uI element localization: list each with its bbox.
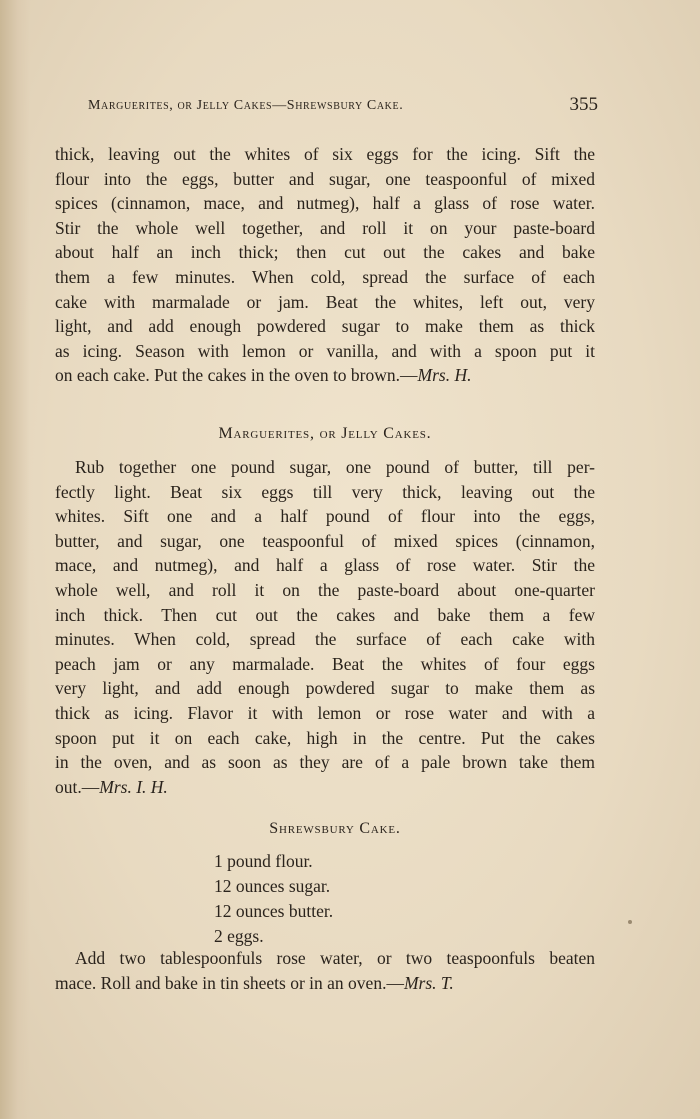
paper-speck bbox=[628, 920, 632, 924]
recipe-heading-shrewsbury: Shrewsbury Cake. bbox=[269, 820, 401, 837]
text-line: cake with marmalade or jam. Beat the whites, left out, very bbox=[55, 291, 595, 312]
text-line: thick, leaving out the whites of six eggs for the icing. Sift the bbox=[55, 144, 595, 164]
text-line: peach jam or any marmalade. Beat the whites of four eggs bbox=[55, 653, 595, 674]
paragraph-marguerites bbox=[55, 455, 595, 799]
ingredient-item: 1 pound flour. bbox=[214, 851, 313, 871]
ingredient-item: 12 ounces butter. bbox=[214, 901, 334, 921]
text-line: out.—Mrs. I. H. bbox=[55, 776, 168, 797]
text-line: mace. Roll and bake in tin sheets or in an oven.—Mrs. T. bbox=[55, 972, 454, 993]
text-line: light, and add enough powdered sugar to make them as thick bbox=[55, 316, 595, 337]
text-line: as icing. Season with lemon or vanilla, and with a spoon put it bbox=[55, 340, 595, 361]
text-line: in the oven, and as soon as they are of a pale brown take them bbox=[55, 752, 595, 773]
text-line: inch thick. Then cut out the cakes and bake them a few bbox=[55, 604, 595, 625]
paragraph-shrewsbury bbox=[55, 946, 595, 995]
text-line: on each cake. Put the cakes in the oven to brown.—Mrs. H. bbox=[55, 365, 472, 386]
ingredient-item: 2 eggs. bbox=[214, 926, 264, 946]
page-gutter-shadow bbox=[0, 0, 30, 1119]
running-header bbox=[88, 94, 598, 115]
page-number: 355 bbox=[569, 94, 598, 115]
text-line: mace, and nutmeg), and half a glass of rose water. Stir the bbox=[55, 555, 595, 576]
text-line: butter, and sugar, one teaspoonful of mixed spices (cinnamon, bbox=[55, 530, 595, 551]
text-line: very light, and add enough powdered sugar to make them as bbox=[55, 678, 595, 699]
signature: Mrs. I. H. bbox=[99, 776, 168, 797]
text-line: minutes. When cold, spread the surface of each cake with bbox=[55, 629, 595, 650]
text-line: spices (cinnamon, mace, and nutmeg), half a glass of rose water. bbox=[55, 193, 595, 214]
recipe-heading-marguerites: Marguerites, or Jelly Cakes. bbox=[218, 425, 432, 442]
text-line: whole well, and roll it on the paste-board about one-quarter bbox=[55, 579, 595, 600]
text-line: whites. Sift one and a half pound of flour into the eggs, bbox=[55, 506, 595, 527]
text-line: fectly light. Beat six eggs till very thick, leaving out the bbox=[55, 481, 595, 502]
paragraph-continued bbox=[55, 142, 595, 388]
signature: Mrs. T. bbox=[403, 972, 454, 993]
text-line: flour into the eggs, butter and sugar, one teaspoonful of mixed bbox=[55, 168, 595, 189]
text-line: Rub together one pound sugar, one pound of butter, till per- bbox=[75, 457, 595, 477]
text-line: about half an inch thick; then cut out the cakes and bake bbox=[55, 242, 595, 263]
ingredient-item: 12 ounces sugar. bbox=[214, 876, 331, 896]
text-line: spoon put it on each cake, high in the centre. Put the cakes bbox=[55, 727, 595, 748]
text-line: Add two tablespoonfuls rose water, or two teaspoonfuls beaten bbox=[75, 948, 595, 968]
ingredient-list bbox=[214, 849, 333, 949]
text-line: thick as icing. Flavor it with lemon or rose water and with a bbox=[55, 702, 595, 723]
text-line: them a few minutes. When cold, spread the surface of each bbox=[55, 266, 595, 287]
running-header-title: Marguerites, or Jelly Cakes—Shrewsbury Cake. bbox=[88, 98, 404, 113]
text-line: Stir the whole well together, and roll it on your paste-board bbox=[55, 217, 595, 238]
signature: Mrs. H. bbox=[417, 365, 472, 386]
